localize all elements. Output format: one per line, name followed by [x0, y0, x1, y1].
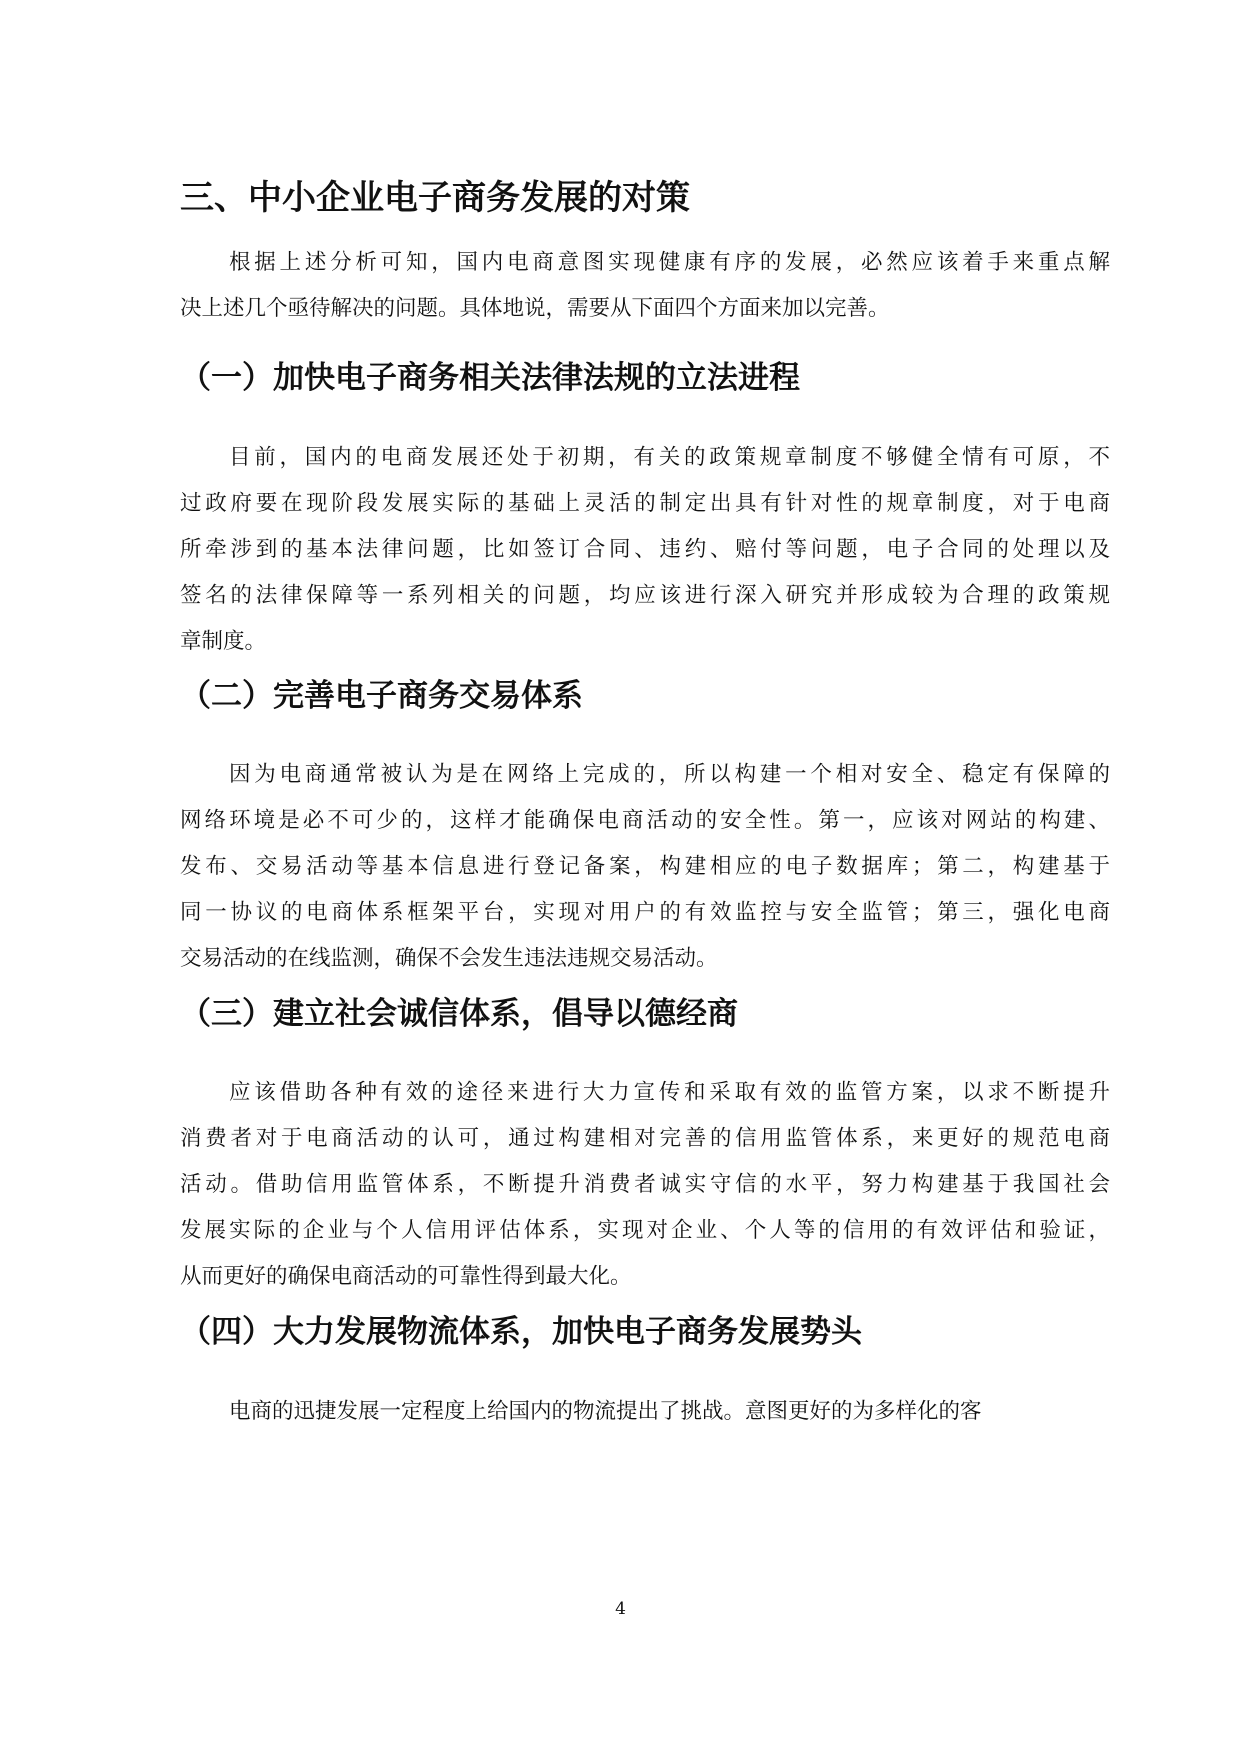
main-heading: 三、中小企业电子商务发展的对策 [180, 178, 690, 218]
section-heading-3: （三）建立社会诚信体系，倡导以德经商 [180, 996, 738, 1032]
paragraph-line: 发展实际的企业与个人信用评估体系，实现对企业、个人等的信用的有效评估和验证， [180, 1218, 1110, 1243]
paragraph-line: 目前，国内的电商发展还处于初期，有关的政策规章制度不够健全情有可原，不 [229, 445, 1110, 470]
paragraph-line: 章制度。 [180, 629, 267, 654]
section-heading-2: （二）完善电子商务交易体系 [180, 678, 583, 714]
section-heading-4: （四）大力发展物流体系，加快电子商务发展势头 [180, 1314, 862, 1350]
paragraph-line: 发布、交易活动等基本信息进行登记备案，构建相应的电子数据库；第二，构建基于 [180, 854, 1110, 879]
paragraph-line: 网络环境是必不可少的，这样才能确保电商活动的安全性。第一，应该对网站的构建、 [180, 808, 1110, 833]
page-number: 4 [615, 1599, 626, 1619]
paragraph-line: 因为电商通常被认为是在网络上完成的，所以构建一个相对安全、稳定有保障的 [229, 762, 1110, 787]
paragraph-line: 交易活动的在线监测，确保不会发生违法违规交易活动。 [180, 946, 718, 971]
intro-paragraph [180, 240, 1110, 332]
paragraph-line: 所牵涉到的基本法律问题，比如签订合同、违约、赔付等问题，电子合同的处理以及 [180, 537, 1110, 562]
paragraph-line: 过政府要在现阶段发展实际的基础上灵活的制定出具有针对性的规章制度，对于电商 [180, 491, 1110, 516]
paragraph-line: 活动。借助信用监管体系，不断提升消费者诚实守信的水平，努力构建基于我国社会 [180, 1172, 1110, 1197]
paragraph-line: 根据上述分析可知，国内电商意图实现健康有序的发展，必然应该着手来重点解 [229, 250, 1110, 275]
paragraph-line: 消费者对于电商活动的认可，通过构建相对完善的信用监管体系，来更好的规范电商 [180, 1126, 1110, 1151]
section-heading-1: （一）加快电子商务相关法律法规的立法进程 [180, 360, 800, 396]
paragraph-line: 签名的法律保障等一系列相关的问题，均应该进行深入研究并形成较为合理的政策规 [180, 583, 1110, 608]
paragraph-line: 同一协议的电商体系框架平台，实现对用户的有效监控与安全监管；第三，强化电商 [180, 900, 1110, 925]
paragraph-line: 应该借助各种有效的途径来进行大力宣传和采取有效的监管方案，以求不断提升 [229, 1080, 1110, 1105]
section-3-paragraph [180, 1070, 1110, 1300]
paragraph-line: 电商的迅捷发展一定程度上给国内的物流提出了挑战。意图更好的为多样化的客 [229, 1399, 982, 1424]
section-4-paragraph [180, 1389, 1110, 1435]
section-2-paragraph [180, 752, 1110, 982]
paragraph-line: 决上述几个亟待解决的问题。具体地说，需要从下面四个方面来加以完善。 [180, 296, 890, 321]
paragraph-line: 从而更好的确保电商活动的可靠性得到最大化。 [180, 1264, 632, 1289]
section-1-paragraph [180, 435, 1110, 665]
